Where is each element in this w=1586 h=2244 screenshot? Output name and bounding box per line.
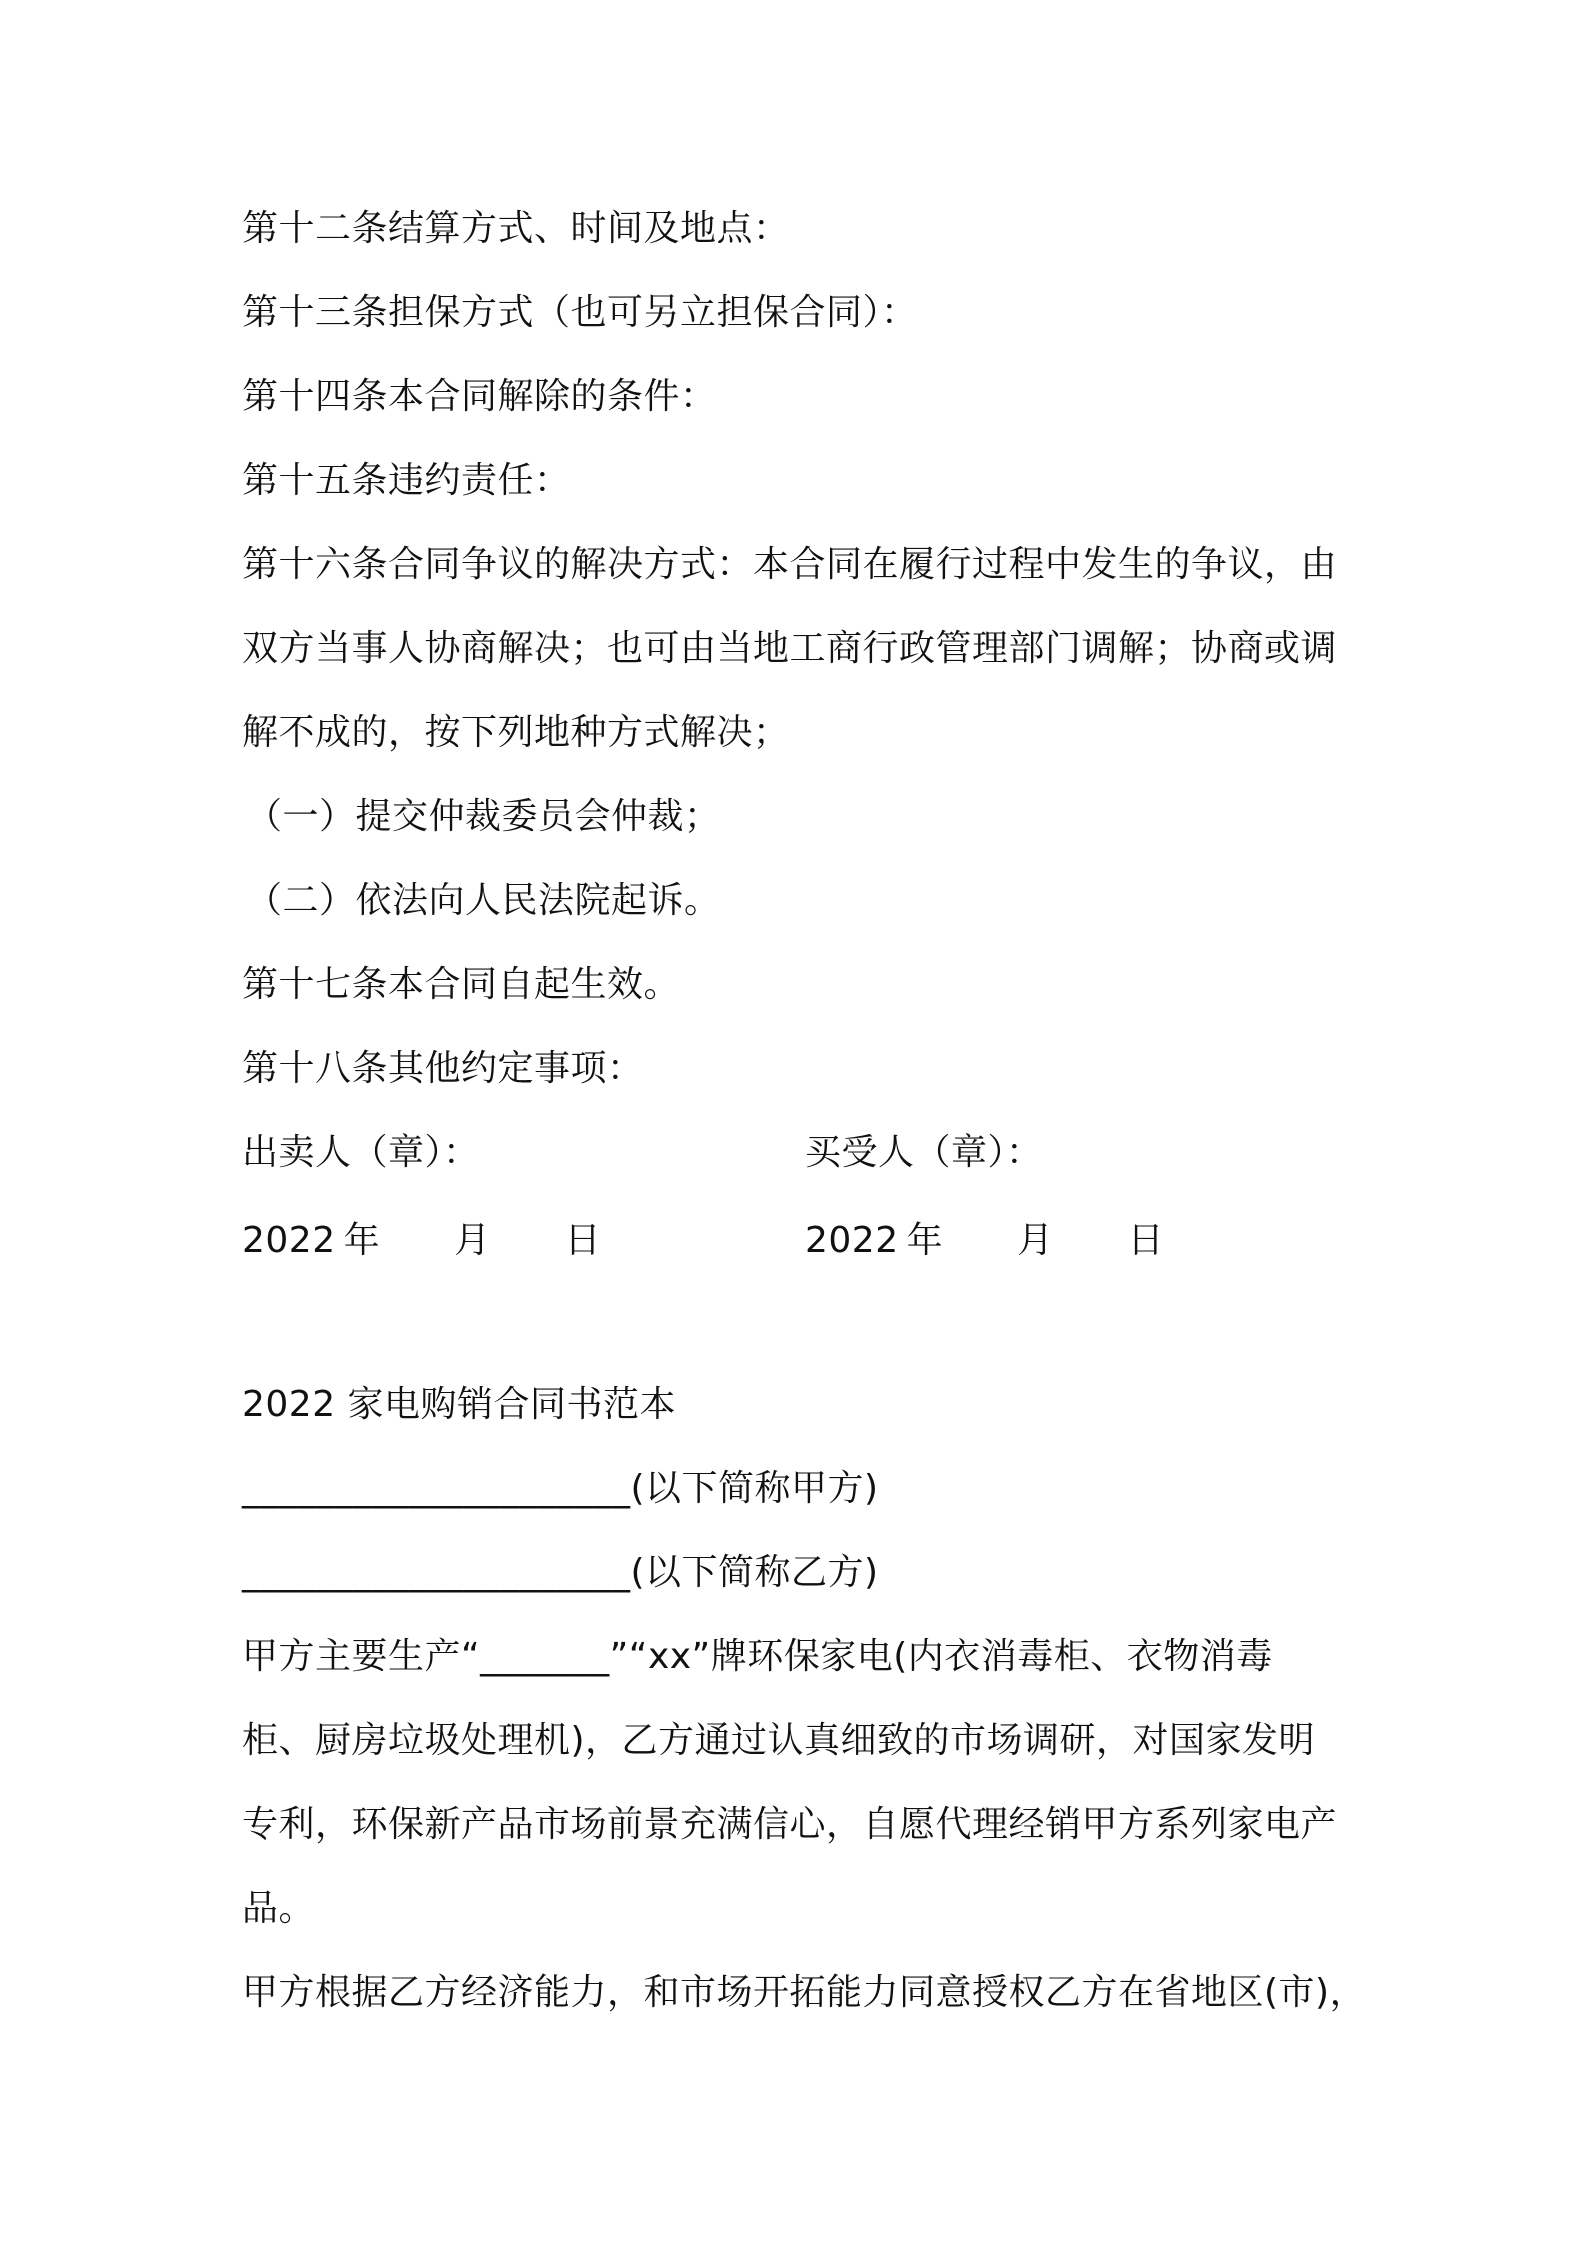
article-14: 第十四条本合同解除的条件： xyxy=(242,376,717,417)
seller-date-day-unit: 日 xyxy=(564,1220,602,1261)
seller-date-month-unit: 月 xyxy=(454,1220,491,1261)
buyer-date xyxy=(805,1217,1164,1265)
article-16-option-2: （二）依法向人民法院起诉。 xyxy=(246,880,721,921)
seller-seal-label: 出卖人（章）： xyxy=(242,1132,480,1173)
article-15: 第十五条违约责任： xyxy=(242,460,571,501)
buyer-date-day-unit: 日 xyxy=(1127,1220,1165,1261)
party-a-line: _____________________(以下简称甲方) xyxy=(242,1468,879,1509)
seller-date-year: 2022 xyxy=(242,1220,336,1261)
seller-date-year-unit: 年 xyxy=(343,1220,381,1261)
article-16-option-1: （一）提交仲裁委员会仲裁； xyxy=(246,796,721,837)
buyer-date-month-unit: 月 xyxy=(1017,1220,1054,1261)
party-b-line: _____________________(以下简称乙方) xyxy=(242,1552,879,1593)
article-17: 第十七条本合同自起生效。 xyxy=(242,964,681,1005)
contract-title: 2022 家电购销合同书范本 xyxy=(242,1384,677,1425)
paragraph-1-line-4: 品。 xyxy=(242,1888,316,1929)
article-16-line-3: 解不成的，按下列地种方式解决； xyxy=(242,712,790,753)
article-18: 第十八条其他约定事项： xyxy=(242,1048,644,1089)
buyer-date-year: 2022 xyxy=(805,1220,899,1261)
article-12: 第十二条结算方式、时间及地点： xyxy=(242,208,790,249)
paragraph-2-line-1: 甲方根据乙方经济能力，和市场开拓能力同意授权乙方在省地区(市)， xyxy=(242,1972,1367,2013)
paragraph-1-line-3: 专利，环保新产品市场前景充满信心，自愿代理经销甲方系列家电产 xyxy=(242,1804,1338,1845)
seller-date xyxy=(242,1217,601,1265)
paragraph-1-line-2: 柜、厨房垃圾处理机)，乙方通过认真细致的市场调研，对国家发明 xyxy=(242,1720,1316,1761)
article-16-line-1: 第十六条合同争议的解决方式：本合同在履行过程中发生的争议，由 xyxy=(242,544,1338,585)
buyer-seal-label: 买受人（章）： xyxy=(805,1132,1043,1173)
article-13: 第十三条担保方式（也可另立担保合同）： xyxy=(242,292,918,333)
article-16-line-2: 双方当事人协商解决；也可由当地工商行政管理部门调解；协商或调 xyxy=(242,628,1338,669)
paragraph-1-line-1: 甲方主要生产“_______”“xx”牌环保家电(内衣消毒柜、衣物消毒 xyxy=(242,1636,1273,1677)
buyer-date-year-unit: 年 xyxy=(906,1220,944,1261)
